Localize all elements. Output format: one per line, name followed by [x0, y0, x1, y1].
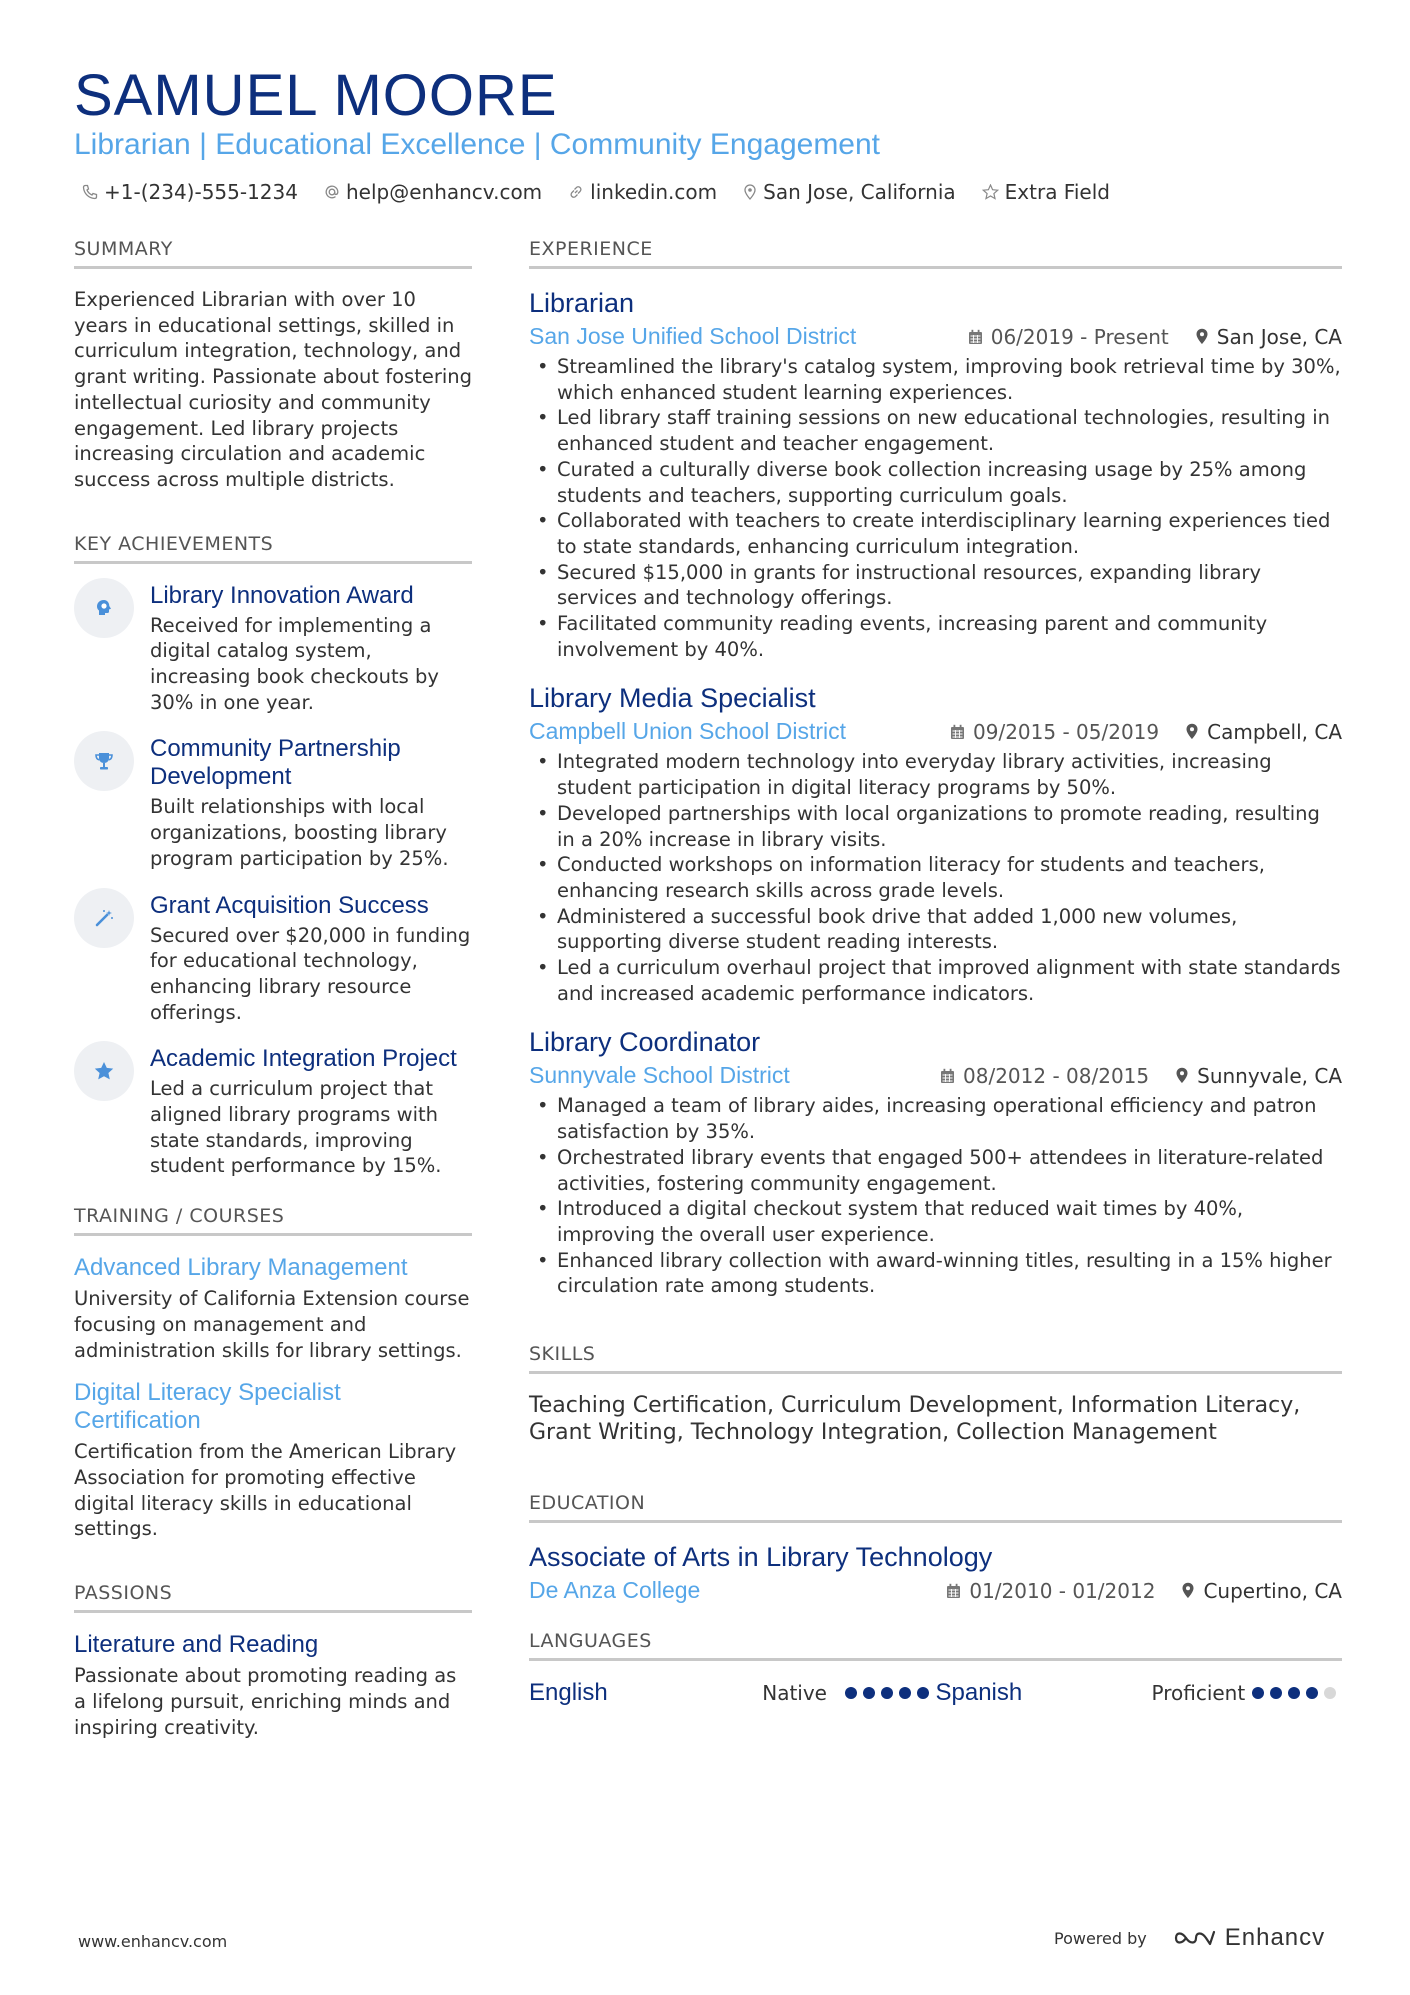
experience-section [529, 238, 1342, 1299]
lightbulb-head-icon [74, 578, 134, 638]
course-title: Advanced Library Management [74, 1254, 408, 1282]
passion-title: Literature and Reading [74, 1631, 319, 1659]
job-bullet: • Secured $15,000 in grants for instructional resources, expanding library services and technology offerings. [529, 560, 1342, 611]
job-dates [968, 325, 1169, 349]
job-title: Librarian [529, 288, 635, 318]
job-dates-text: 08/2012 - 08/2015 [963, 1063, 1150, 1088]
right-column [529, 238, 1342, 1707]
course-item [74, 1379, 472, 1542]
passions-section [74, 1582, 472, 1740]
achievement-title: Library Innovation Award [150, 581, 414, 609]
course-title: Digital Literacy Specialist Certification [74, 1379, 341, 1435]
achievement-title: Community Partnership Development [150, 735, 401, 791]
job-bullet: • Collaborated with teachers to create interdisciplinary learning experiences tied to state standards, enhancing curriculum integration. [529, 508, 1342, 559]
job-meta [529, 1062, 1342, 1089]
degree-title: Associate of Arts in Library Technology [529, 1542, 993, 1573]
contact-extra [982, 180, 1110, 204]
training-section [74, 1205, 472, 1542]
job-location [1185, 720, 1342, 744]
location-pin-icon [1175, 1067, 1189, 1084]
rating-dot-empty [1324, 1687, 1336, 1699]
job-bullet: • Enhanced library collection with award-winning titles, resulting in a 15% higher circulation rate among students. [529, 1248, 1342, 1299]
star-icon [74, 1041, 134, 1101]
achievement-item [74, 892, 472, 1026]
rating-dot-filled [1270, 1687, 1282, 1699]
calendar-icon [946, 1583, 961, 1599]
job-dates-location [950, 720, 1342, 744]
job-bullet: • Streamlined the library's catalog system, improving book retrieval time by 30%, which enhanced student learning experiences. [529, 354, 1342, 405]
achievement-item [74, 1045, 472, 1179]
achievement-body [150, 735, 472, 871]
calendar-icon [968, 329, 983, 345]
job-bullet: • Integrated modern technology into everyday library activities, increasing student participation in digital literacy programs by 50%. [529, 749, 1342, 800]
company-name: Campbell Union School District [529, 718, 847, 745]
language-item [936, 1679, 1343, 1707]
left-column [74, 238, 472, 1740]
languages-row [529, 1679, 1342, 1707]
magic-wand-icon [74, 888, 134, 948]
achievement-item [74, 735, 472, 871]
summary-heading: SUMMARY [74, 238, 472, 269]
passions-heading: PASSIONS [74, 1582, 472, 1613]
job-location-text: San Jose, CA [1216, 324, 1342, 349]
achievement-body [150, 1045, 472, 1179]
languages-section [529, 1630, 1342, 1707]
job-bullet: • Facilitated community reading events, increasing parent and community involvement by 40%. [529, 611, 1342, 662]
rating-dot-filled [1288, 1687, 1300, 1699]
contact-phone [82, 180, 298, 204]
school-name: De Anza College [529, 1577, 701, 1604]
job-bullet: • Administered a successful book drive that added 1,000 new volumes, supporting diverse student reading interests. [529, 904, 1342, 955]
language-rating [1252, 1687, 1342, 1699]
location-text: San Jose, California [763, 180, 956, 204]
job-dates-location [940, 1064, 1342, 1088]
language-level: Proficient [1151, 1681, 1246, 1706]
summary-section [74, 238, 472, 493]
location-pin-icon [1195, 328, 1209, 345]
language-level: Native [762, 1681, 827, 1706]
language-item [529, 1679, 936, 1707]
contact-linkedin[interactable] [568, 180, 717, 204]
achievement-title: Academic Integration Project [150, 1045, 457, 1073]
achievement-title: Grant Acquisition Success [150, 891, 429, 919]
job-dates [940, 1064, 1149, 1088]
footer-branding [1054, 1924, 1325, 1952]
job-bullets [529, 354, 1342, 662]
star-outline-icon [982, 184, 999, 200]
rating-dot-filled [1252, 1687, 1264, 1699]
course-text: Certification from the American Library Association for promoting effective digital literacy skills in educational settings. [74, 1440, 457, 1541]
job-bullet: • Developed partnerships with local organizations to promote reading, resulting in a 20% increase in library visits. [529, 801, 1342, 852]
rating-dot-filled [917, 1687, 929, 1699]
location-pin-icon [1181, 1582, 1195, 1599]
job-dates [950, 720, 1159, 744]
job-meta [529, 323, 1342, 350]
contact-email[interactable] [324, 180, 542, 204]
summary-text: Experienced Librarian with over 10 years in educational settings, skilled in curriculum integration, technology, and grant writing. Passionate about fostering intellectual curiosity and community engagement. Led library projects increasing circulation and academic success across multiple districts. [74, 288, 473, 491]
job-bullet: • Led a curriculum overhaul project that improved alignment with state standards and increased academic performance indicators. [529, 955, 1342, 1006]
job-bullet: • Introduced a digital checkout system that reduced wait times by 40%, improving the overall user experience. [529, 1196, 1342, 1247]
job-meta [529, 718, 1342, 745]
job-location-text: Sunnyvale, CA [1197, 1063, 1342, 1088]
linkedin-link[interactable]: linkedin.com [590, 180, 718, 204]
achievement-body [150, 892, 472, 1026]
course-text: University of California Extension course focusing on management and administration skills for library settings. [74, 1287, 470, 1362]
rating-dot-filled [863, 1687, 875, 1699]
candidate-headline: Librarian | Educational Excellence | Community Engagement [74, 128, 881, 161]
link-icon [568, 184, 584, 200]
job-bullets [529, 1093, 1342, 1299]
job-bullet: • Orchestrated library events that engaged 500+ attendees in literature-related activities, fostering community engagement. [529, 1145, 1342, 1196]
job-entry [529, 287, 1342, 662]
education-heading: EDUCATION [529, 1492, 1342, 1523]
phone-text: +1-(234)-555-1234 [104, 180, 298, 204]
language-name: Spanish [935, 1679, 1023, 1707]
contact-bar [82, 180, 1136, 204]
experience-heading: EXPERIENCE [529, 238, 1342, 269]
achievement-text: Led a curriculum project that aligned library programs with state standards, improving student performance by 15%. [150, 1077, 442, 1178]
job-bullets [529, 749, 1342, 1006]
training-heading: TRAINING / COURSES [74, 1205, 472, 1236]
extra-field-text: Extra Field [1004, 180, 1110, 204]
job-bullet: • Led library staff training sessions on new educational technologies, resulting in enhanced student and teacher engagement. [529, 405, 1342, 456]
passion-text: Passionate about promoting reading as a lifelong pursuit, enriching minds and inspiring creativity. [74, 1664, 457, 1739]
achievement-item [74, 582, 472, 716]
brand-name: Enhancv [1224, 1924, 1326, 1951]
passion-item [74, 1631, 472, 1740]
language-rating [845, 1687, 935, 1699]
achievement-text: Secured over $20,000 in funding for educational technology, enhancing library resource offerings. [150, 923, 471, 1024]
education-location-text: Cupertino, CA [1203, 1578, 1342, 1603]
candidate-name: SAMUEL MOORE [74, 63, 558, 128]
education-dates [946, 1579, 1155, 1603]
skills-text: Teaching Certification, Curriculum Development, Information Literacy, Grant Writing, Technology Integration, Collection Management [529, 1393, 1301, 1446]
email-link[interactable]: help@enhancv.com [345, 180, 543, 204]
education-section [529, 1492, 1342, 1604]
job-entry [529, 1026, 1342, 1299]
rating-dot-filled [845, 1687, 857, 1699]
phone-icon [82, 184, 98, 200]
company-name: Sunnyvale School District [529, 1062, 790, 1089]
calendar-icon [940, 1068, 955, 1084]
job-title: Library Media Specialist [529, 683, 816, 714]
rating-dot-filled [899, 1687, 911, 1699]
language-name: English [529, 1679, 608, 1707]
at-icon [324, 184, 340, 200]
job-title: Library Coordinator [529, 1027, 761, 1058]
job-entry [529, 682, 1342, 1006]
job-location [1175, 1064, 1342, 1088]
rating-dot-filled [1306, 1687, 1318, 1699]
job-location-text: Campbell, CA [1207, 719, 1342, 744]
company-name: San Jose Unified School District [529, 323, 857, 349]
skills-section [529, 1343, 1342, 1446]
education-location [1181, 1579, 1342, 1603]
languages-heading: LANGUAGES [529, 1630, 1342, 1661]
powered-by-text: Powered by [1054, 1928, 1147, 1948]
skills-heading: SKILLS [529, 1343, 1342, 1374]
course-item [74, 1254, 472, 1363]
education-meta [529, 1577, 1342, 1604]
footer-website[interactable]: www.enhancv.com [78, 1932, 228, 1951]
achievement-text: Received for implementing a digital catalog system, increasing book checkouts by 30% in one year. [150, 613, 439, 714]
education-dates-location [946, 1579, 1342, 1603]
location-pin-icon [743, 184, 757, 200]
achievements-heading: KEY ACHIEVEMENTS [74, 533, 472, 564]
contact-location [743, 180, 956, 204]
rating-dot-filled [881, 1687, 893, 1699]
job-location [1195, 325, 1342, 349]
trophy-icon [74, 731, 134, 791]
job-dates-location [968, 325, 1342, 349]
calendar-icon [950, 724, 965, 740]
job-bullet: • Managed a team of library aides, increasing operational efficiency and patron satisfaction by 35%. [529, 1093, 1342, 1144]
job-bullet: • Curated a culturally diverse book collection increasing usage by 25% among students and teachers, supporting curriculum goals. [529, 457, 1342, 508]
job-dates-text: 06/2019 - Present [990, 324, 1169, 349]
education-dates-text: 01/2010 - 01/2012 [969, 1578, 1156, 1603]
job-dates-text: 09/2015 - 05/2019 [973, 719, 1160, 744]
achievement-text: Built relationships with local organizations, boosting library program participation by 25%. [150, 795, 449, 870]
job-bullet: • Conducted workshops on information literacy for students and teachers, enhancing research skills across grade levels. [529, 852, 1342, 903]
enhancv-logo-icon [1173, 1926, 1217, 1950]
location-pin-icon [1185, 723, 1199, 740]
achievement-body [150, 582, 472, 716]
achievements-section [74, 533, 472, 1180]
